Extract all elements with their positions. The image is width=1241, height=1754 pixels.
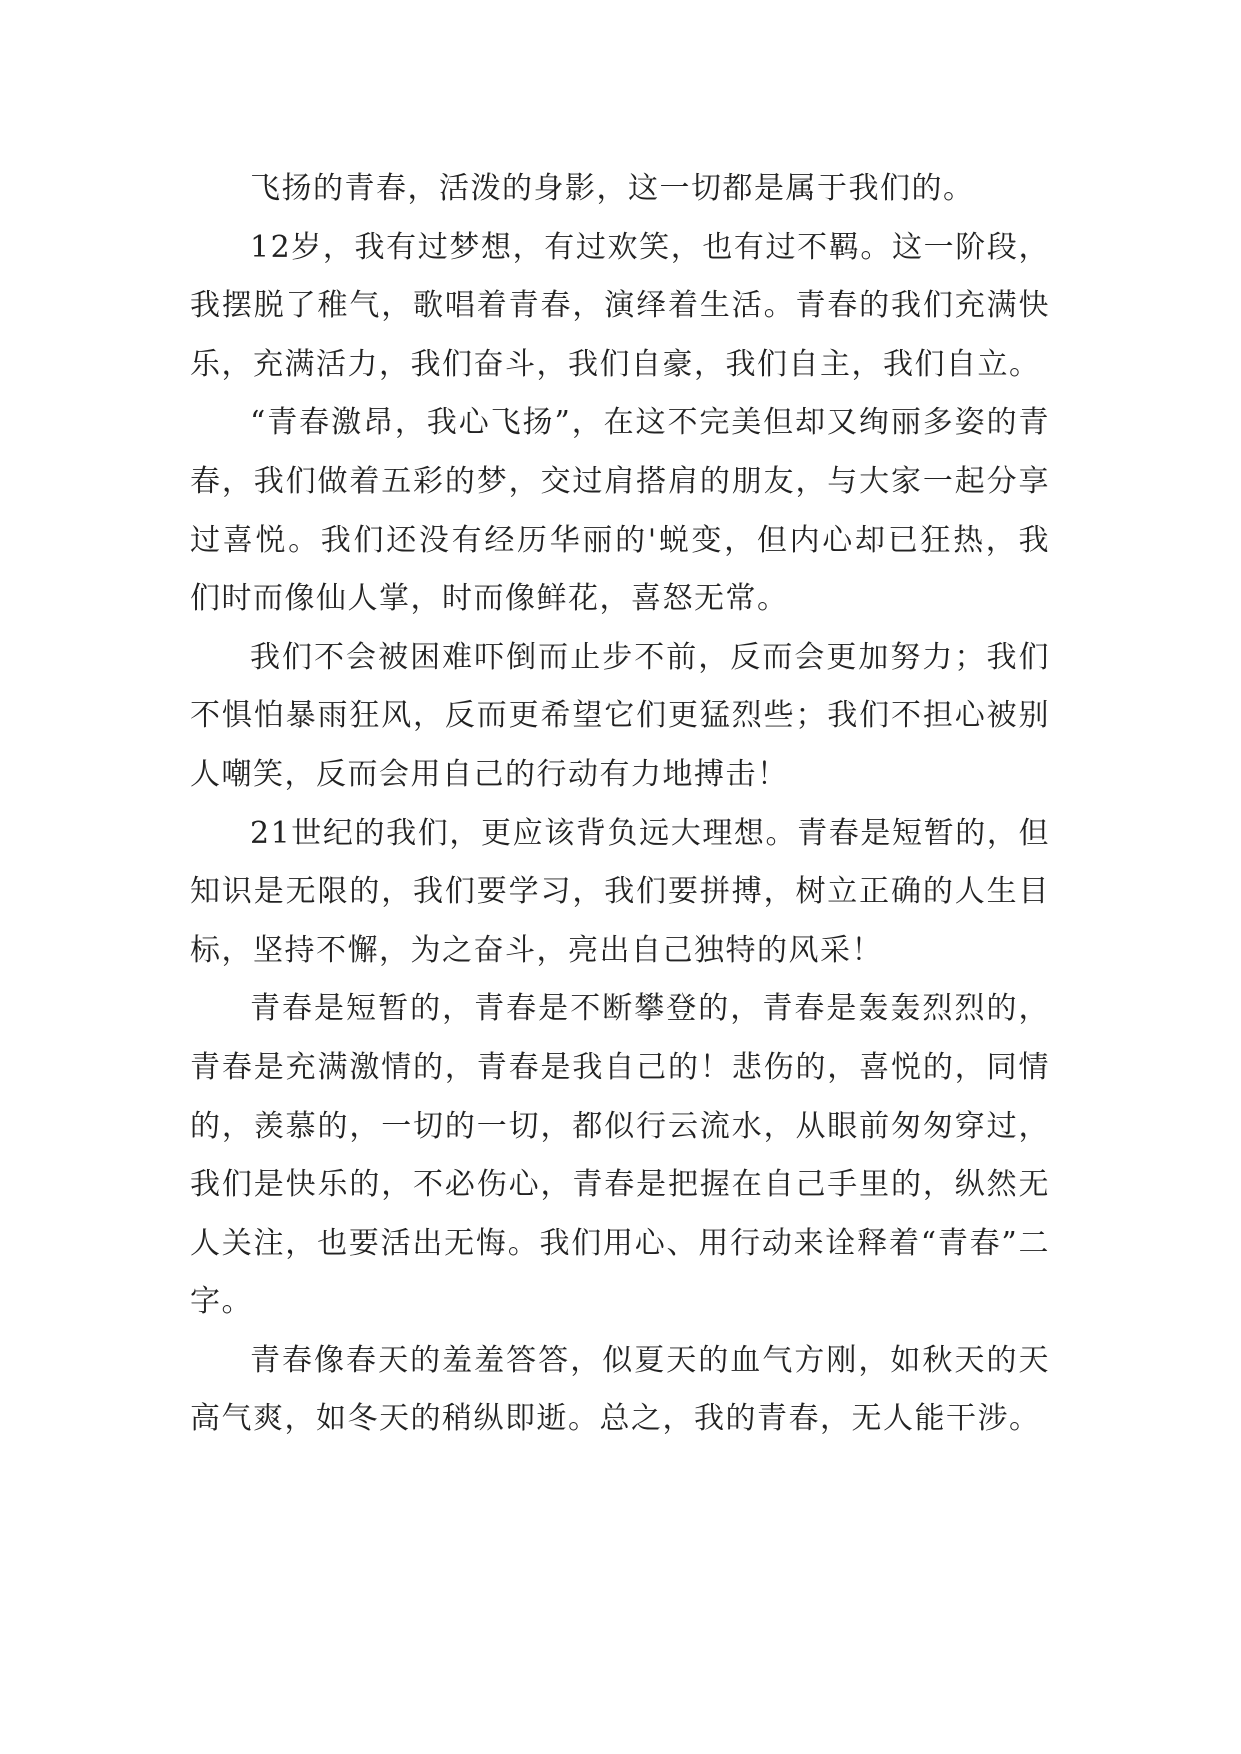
paragraph-1: 飞扬的青春，活泼的身影，这一切都是属于我们的。	[250, 171, 975, 206]
paragraph-2: 12岁，我有过梦想，有过欢笑，也有过不羁。这一阶段，我摆脱了稚气，歌唱着青春，演绎着生活。青春的我们充满快乐，充满活力，我们奋斗，我们自豪，我们自主，我们自立。	[190, 229, 1050, 382]
paragraph-5: 21世纪的我们，更应该背负远大理想。青春是短暂的，但知识是无限的，我们要学习，我们要拼搏，树立正确的人生目标，坚持不懈，为之奋斗，亮出自己独特的风采！	[190, 815, 1050, 968]
paragraph-7: 青春像春天的羞羞答答，似夏天的血气方刚，如秋天的天高气爽，如冬天的稍纵即逝。总之，我的青春，无人能干涉。	[190, 1342, 1050, 1437]
paragraph-4: 我们不会被困难吓倒而止步不前，反而会更加努力；我们不惧怕暴雨狂风，反而更希望它们更猛烈些；我们不担心被别人嘲笑，反而会用自己的行动有力地搏击！	[190, 639, 1050, 792]
paragraph-6: 青春是短暂的，青春是不断攀登的，青春是轰轰烈烈的，青春是充满激情的，青春是我自己的！悲伤的，喜悦的，同情的，羡慕的，一切的一切，都似行云流水，从眼前匆匆穿过，我们是快乐的，不必伤心，青春是把握在自己手里的，纵然无人关注，也要活出无悔。我们用心、用行动来诠释着“青春”二字。	[190, 991, 1050, 1320]
essay-body	[190, 160, 1050, 1449]
paragraph-3: “青春激昂，我心飞扬”，在这不完美但却又绚丽多姿的青春，我们做着五彩的梦，交过肩搭肩的朋友，与大家一起分享过喜悦。我们还没有经历华丽的'蜕变，但内心却已狂热，我们时而像仙人掌，时而像鲜花，喜怒无常。	[190, 405, 1050, 617]
